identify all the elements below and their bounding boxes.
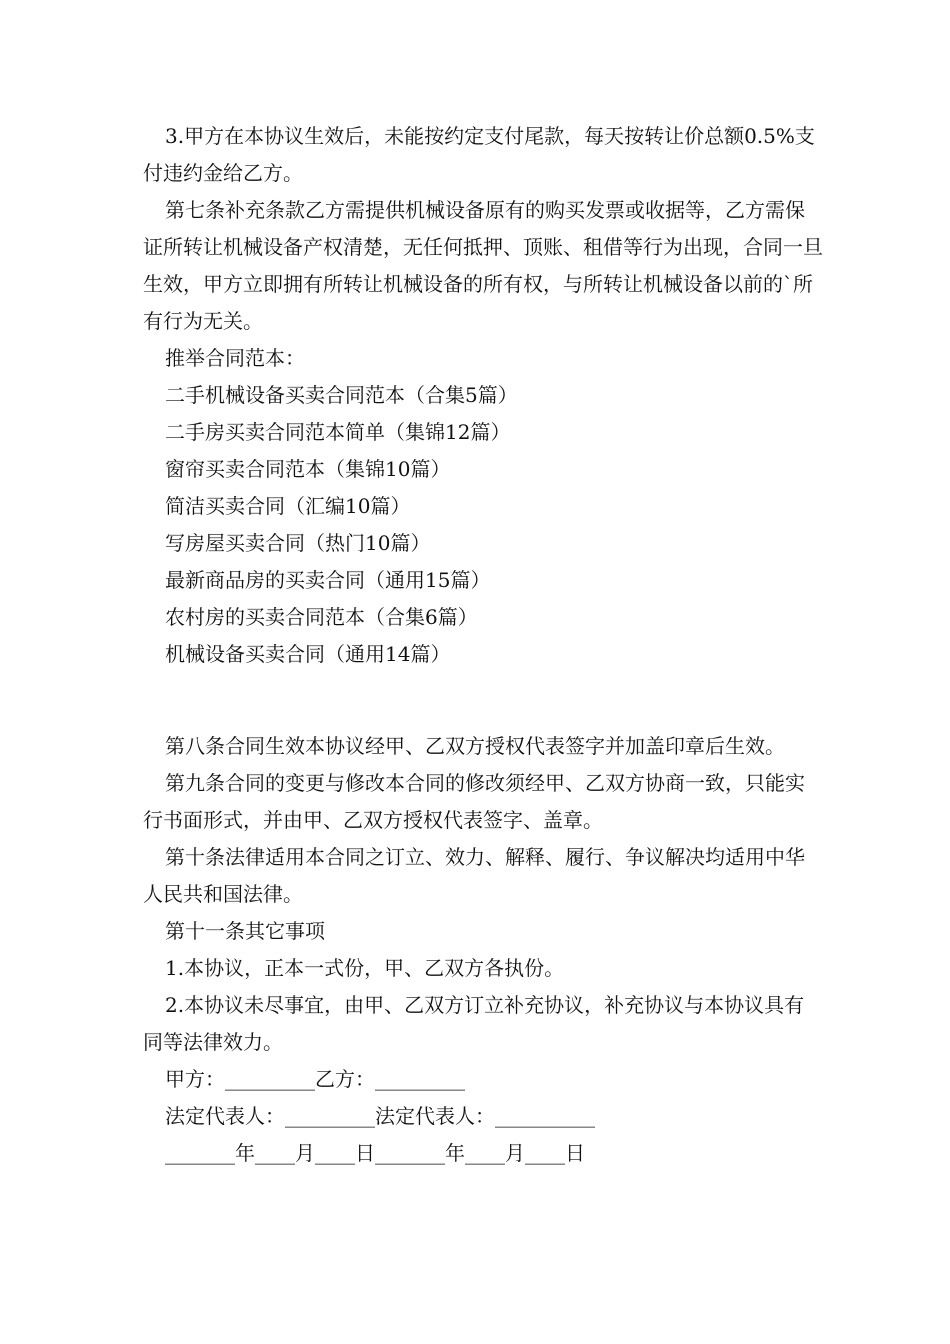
article-9-amendment: 第九条合同的变更与修改本合同的修改须经甲、乙双方协商一致，只能实行书面形式，并由甲、乙双方授权代表签字、盖章。: [143, 771, 805, 832]
article-8-effect: 第八条合同生效本协议经甲、乙双方授权代表签字并加盖印章后生效。: [165, 734, 785, 758]
recommend-item[interactable]: 简洁买卖合同（汇编10篇）: [165, 494, 411, 518]
recommend-item[interactable]: 二手房买卖合同范本简单（集锦12篇）: [165, 420, 511, 444]
spacer: [143, 673, 823, 710]
spacer: [143, 710, 823, 728]
article-7-supplementary: 第七条补充条款乙方需提供机械设备原有的购买发票或收据等，乙方需保证所转让机械设备产权清楚，无任何抵押、顶账、租借等行为出现，合同一旦生效，甲方立即拥有所转让机械设备的所有权，与所转让机械设备以前的`所有行为无关。: [143, 198, 823, 333]
article-11-item-2: 2.本协议未尽事宜，由甲、乙双方订立补充协议，补充协议与本协议具有同等法律效力。: [143, 993, 805, 1054]
signature-representatives: 法定代表人：_________法定代表人：__________: [165, 1104, 595, 1128]
recommend-item[interactable]: 最新商品房的买卖合同（通用15篇）: [165, 568, 491, 592]
signature-parties: 甲方：_________乙方：_________: [165, 1067, 465, 1091]
recommend-item[interactable]: 二手机械设备买卖合同范本（合集5篇）: [165, 383, 518, 407]
recommend-item[interactable]: 机械设备买卖合同（通用14篇）: [165, 642, 451, 666]
article-11-heading: 第十一条其它事项: [165, 919, 325, 943]
document-body: [143, 118, 823, 1172]
paragraph-penalty: 3.甲方在本协议生效后，未能按约定支付尾款，每天按转让价总额0.5%支付违约金给乙方。: [143, 124, 815, 185]
article-10-law: 第十条法律适用本合同之订立、效力、解释、履行、争议解决均适用中华人民共和国法律。: [143, 845, 805, 906]
signature-dates: _______年____月____日_______年____月____日: [165, 1141, 585, 1165]
recommend-heading: 推举合同范本：: [165, 346, 305, 370]
article-11-item-1: 1.本协议，正本一式份，甲、乙双方各执份。: [165, 956, 565, 980]
recommend-item[interactable]: 农村房的买卖合同范本（合集6篇）: [165, 605, 478, 629]
recommend-item[interactable]: 窗帘买卖合同范本（集锦10篇）: [165, 457, 451, 481]
recommend-item[interactable]: 写房屋买卖合同（热门10篇）: [165, 531, 431, 555]
